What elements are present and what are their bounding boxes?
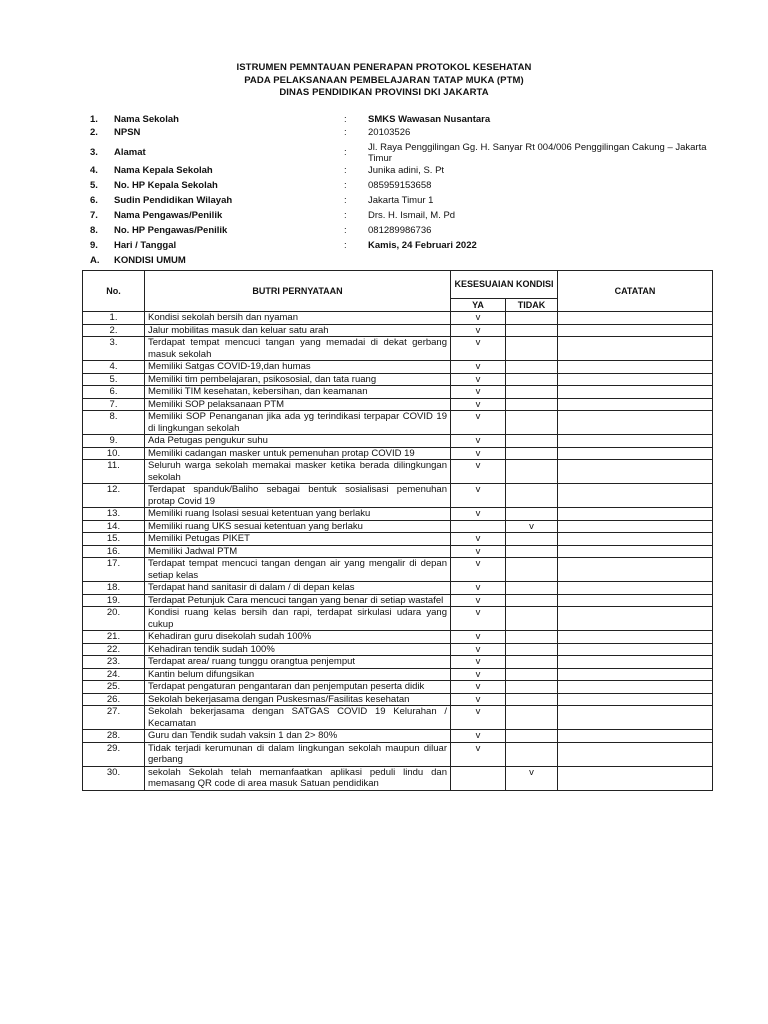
row-note: [558, 631, 713, 644]
row-statement: Terdapat spanduk/Baliho sebagai bentuk sosialisasi pemenuhan protap Covid 19: [145, 484, 451, 508]
row-ya-mark: v: [451, 533, 506, 546]
row-tidak-mark: [506, 324, 558, 337]
row-tidak-mark: [506, 460, 558, 484]
info-number: 4.: [90, 165, 98, 176]
row-number: 29.: [83, 742, 145, 766]
info-value: Junika adini, S. Pt: [368, 165, 445, 176]
row-statement: Terdapat Petunjuk Cara mencuci tangan yang benar di setiap wastafel: [145, 594, 451, 607]
info-value: Kamis, 24 Februari 2022: [368, 240, 477, 251]
info-label: No. HP Pengawas/Penilik: [114, 225, 228, 236]
row-number: 11.: [83, 460, 145, 484]
row-statement: Memiliki Jadwal PTM: [145, 545, 451, 558]
row-statement: Terdapat pengaturan pengantaran dan penjemputan peserta didik: [145, 681, 451, 694]
info-row: [90, 127, 710, 140]
info-number: 3.: [90, 147, 98, 158]
row-ya-mark: v: [451, 398, 506, 411]
row-note: [558, 484, 713, 508]
table-row: [83, 558, 713, 582]
row-number: 9.: [83, 435, 145, 448]
row-tidak-mark: [506, 668, 558, 681]
row-statement: Sekolah bekerjasama dengan Puskesmas/Fasilitas kesehatan: [145, 693, 451, 706]
row-tidak-mark: [506, 693, 558, 706]
row-ya-mark: v: [451, 730, 506, 743]
info-label: Nama Kepala Sekolah: [114, 165, 213, 176]
row-tidak-mark: [506, 533, 558, 546]
row-statement: Memiliki tim pembelajaran, psikososial, dan tata ruang: [145, 373, 451, 386]
row-note: [558, 545, 713, 558]
table-row: [83, 681, 713, 694]
row-note: [558, 460, 713, 484]
table-row: [83, 324, 713, 337]
row-ya-mark: v: [451, 508, 506, 521]
table-row: [83, 398, 713, 411]
row-statement: Jalur mobilitas masuk dan keluar satu arah: [145, 324, 451, 337]
row-number: 10.: [83, 447, 145, 460]
row-number: 6.: [83, 386, 145, 399]
info-row: [90, 225, 710, 240]
document-header: [0, 62, 768, 100]
table-row: [83, 668, 713, 681]
info-value: 081289986736: [368, 225, 432, 236]
row-statement: Ada Petugas pengukur suhu: [145, 435, 451, 448]
info-number: 1.: [90, 114, 98, 125]
row-number: 25.: [83, 681, 145, 694]
info-value: Drs. H. Ismail, M. Pd: [368, 210, 456, 221]
row-number: 5.: [83, 373, 145, 386]
row-tidak-mark: [506, 742, 558, 766]
column-header-yes: YA: [451, 299, 506, 312]
row-tidak-mark: [506, 373, 558, 386]
info-colon: :: [344, 180, 347, 191]
row-statement: Memiliki SOP pelaksanaan PTM: [145, 398, 451, 411]
row-number: 24.: [83, 668, 145, 681]
row-tidak-mark: [506, 607, 558, 631]
row-tidak-mark: [506, 730, 558, 743]
table-row: [83, 520, 713, 533]
row-ya-mark: v: [451, 631, 506, 644]
header-title-line-1: ISTRUMEN PEMNTAUAN PENERAPAN PROTOKOL KESEHATAN: [236, 62, 532, 73]
row-ya-mark: v: [451, 447, 506, 460]
row-ya-mark: [451, 766, 506, 790]
row-statement: Tidak terjadi kerumunan di dalam lingkungan sekolah maupun diluar gerbang: [145, 742, 451, 766]
row-statement: Guru dan Tendik sudah vaksin 1 dan 2> 80%: [145, 730, 451, 743]
row-number: 7.: [83, 398, 145, 411]
row-note: [558, 337, 713, 361]
row-tidak-mark: [506, 643, 558, 656]
checklist-table: [82, 270, 713, 791]
info-row: [90, 255, 710, 268]
row-number: 18.: [83, 582, 145, 595]
info-colon: :: [344, 147, 347, 158]
row-note: [558, 361, 713, 374]
row-note: [558, 607, 713, 631]
row-ya-mark: v: [451, 460, 506, 484]
row-ya-mark: v: [451, 693, 506, 706]
row-statement: sekolah Sekolah telah memanfaatkan aplikasi peduli lindu dan memasang QR code di area masuk Satuan pendidikan: [145, 766, 451, 790]
info-number: 8.: [90, 225, 98, 236]
row-ya-mark: v: [451, 545, 506, 558]
info-value: Jl. Raya Penggilingan Gg. H. Sanyar Rt 004/006 Penggilingan Cakung – Jakarta Timur: [368, 141, 707, 164]
table-row: [83, 730, 713, 743]
row-statement: Kondisi ruang kelas bersih dan rapi, terdapat sirkulasi udara yang cukup: [145, 607, 451, 631]
row-ya-mark: v: [451, 582, 506, 595]
row-tidak-mark: [506, 681, 558, 694]
info-value: Jakarta Timur 1: [368, 195, 434, 206]
row-note: [558, 411, 713, 435]
row-statement: Terdapat tempat mencuci tangan dengan air yang mengalir di depan setiap kelas: [145, 558, 451, 582]
row-number: 8.: [83, 411, 145, 435]
row-ya-mark: v: [451, 337, 506, 361]
row-tidak-mark: [506, 706, 558, 730]
table-row: [83, 337, 713, 361]
row-note: [558, 324, 713, 337]
info-number: 5.: [90, 180, 98, 191]
row-number: 30.: [83, 766, 145, 790]
info-colon: :: [344, 165, 347, 176]
row-note: [558, 643, 713, 656]
row-tidak-mark: [506, 484, 558, 508]
row-ya-mark: v: [451, 558, 506, 582]
info-label: No. HP Kepala Sekolah: [114, 180, 218, 191]
header-title-line-2: PADA PELAKSANAAN PEMBELAJARAN TATAP MUKA (PTM): [244, 74, 524, 86]
table-row: [83, 373, 713, 386]
column-header-no: No.: [83, 271, 145, 312]
row-note: [558, 681, 713, 694]
column-header-statement: BUTRI PERNYATAAN: [145, 271, 451, 312]
row-note: [558, 312, 713, 325]
row-number: 22.: [83, 643, 145, 656]
row-statement: Terdapat area/ ruang tunggu orangtua penjemput: [145, 656, 451, 669]
row-ya-mark: v: [451, 411, 506, 435]
row-statement: Memiliki SOP Penanganan jika ada yg terindikasi terpapar COVID 19 di lingkungan sekolah: [145, 411, 451, 435]
row-statement: Kondisi sekolah bersih dan nyaman: [145, 312, 451, 325]
row-tidak-mark: [506, 656, 558, 669]
info-label: Sudin Pendidikan Wilayah: [114, 195, 233, 206]
row-number: 19.: [83, 594, 145, 607]
info-value: SMKS Wawasan Nusantara: [368, 114, 491, 125]
row-note: [558, 656, 713, 669]
row-note: [558, 742, 713, 766]
info-number: 2.: [90, 127, 98, 138]
info-colon: :: [344, 195, 347, 206]
row-ya-mark: v: [451, 656, 506, 669]
row-number: 16.: [83, 545, 145, 558]
row-number: 1.: [83, 312, 145, 325]
row-tidak-mark: [506, 594, 558, 607]
table-row: [83, 312, 713, 325]
table-row: [83, 766, 713, 790]
info-number: 9.: [90, 240, 98, 251]
row-statement: Terdapat tempat mencuci tangan yang memadai di dekat gerbang masuk sekolah: [145, 337, 451, 361]
table-row: [83, 508, 713, 521]
table-row: [83, 435, 713, 448]
row-number: 14.: [83, 520, 145, 533]
row-tidak-mark: v: [506, 520, 558, 533]
info-row: [90, 180, 710, 195]
row-number: 4.: [83, 361, 145, 374]
row-note: [558, 447, 713, 460]
row-number: 27.: [83, 706, 145, 730]
row-tidak-mark: [506, 337, 558, 361]
row-ya-mark: v: [451, 373, 506, 386]
row-ya-mark: v: [451, 386, 506, 399]
info-label: Nama Sekolah: [114, 114, 179, 125]
info-colon: :: [344, 210, 347, 221]
row-tidak-mark: [506, 631, 558, 644]
row-note: [558, 693, 713, 706]
table-row: [83, 693, 713, 706]
row-statement: Sekolah bekerjasama dengan SATGAS COVID 19 Kelurahan / Kecamatan: [145, 706, 451, 730]
row-number: 17.: [83, 558, 145, 582]
row-ya-mark: v: [451, 361, 506, 374]
row-statement: Memiliki ruang Isolasi sesuai ketentuan yang berlaku: [145, 508, 451, 521]
row-tidak-mark: [506, 386, 558, 399]
info-label: Nama Pengawas/Penilik: [114, 210, 223, 221]
column-header-conformity: KESESUAIAN KONDISI: [451, 271, 558, 299]
row-number: 15.: [83, 533, 145, 546]
row-note: [558, 520, 713, 533]
table-row: [83, 361, 713, 374]
row-number: 13.: [83, 508, 145, 521]
row-note: [558, 373, 713, 386]
info-value: 20103526: [368, 127, 411, 138]
row-number: 20.: [83, 607, 145, 631]
row-ya-mark: v: [451, 607, 506, 631]
column-header-notes: CATATAN: [558, 271, 713, 312]
row-ya-mark: v: [451, 706, 506, 730]
row-note: [558, 533, 713, 546]
info-label: Hari / Tanggal: [114, 240, 177, 251]
row-note: [558, 386, 713, 399]
header-title-line-3: DINAS PENDIDIKAN PROVINSI DKI JAKARTA: [279, 87, 489, 98]
row-ya-mark: v: [451, 681, 506, 694]
table-row: [83, 607, 713, 631]
row-note: [558, 582, 713, 595]
row-note: [558, 558, 713, 582]
table-row: [83, 460, 713, 484]
row-note: [558, 730, 713, 743]
row-ya-mark: v: [451, 324, 506, 337]
row-tidak-mark: [506, 411, 558, 435]
info-row: [90, 140, 710, 165]
info-value: 085959153658: [368, 180, 432, 191]
checklist-rows: [83, 312, 713, 791]
row-statement: Terdapat hand sanitasir di dalam / di depan kelas: [145, 582, 451, 595]
row-ya-mark: v: [451, 742, 506, 766]
info-row: [90, 210, 710, 225]
row-statement: Memiliki Petugas PIKET: [145, 533, 451, 546]
row-note: [558, 668, 713, 681]
column-header-tidak: TIDAK: [506, 299, 558, 312]
row-statement: Memiliki TIM kesehatan, kebersihan, dan keamanan: [145, 386, 451, 399]
row-number: 21.: [83, 631, 145, 644]
info-label: Alamat: [114, 147, 146, 158]
table-row: [83, 533, 713, 546]
row-statement: Memiliki ruang UKS sesuai ketentuan yang berlaku: [145, 520, 451, 533]
info-label: NPSN: [114, 127, 141, 138]
row-number: 2.: [83, 324, 145, 337]
row-statement: Kehadiran tendik sudah 100%: [145, 643, 451, 656]
row-tidak-mark: [506, 545, 558, 558]
row-tidak-mark: [506, 447, 558, 460]
row-note: [558, 508, 713, 521]
row-tidak-mark: [506, 582, 558, 595]
table-row: [83, 594, 713, 607]
row-ya-mark: v: [451, 668, 506, 681]
row-number: 3.: [83, 337, 145, 361]
row-tidak-mark: [506, 398, 558, 411]
row-ya-mark: v: [451, 435, 506, 448]
info-number: 6.: [90, 195, 98, 206]
info-number: A.: [90, 255, 100, 266]
info-number: 7.: [90, 210, 98, 221]
info-row: [90, 114, 710, 127]
table-row: [83, 631, 713, 644]
table-row: [83, 656, 713, 669]
info-row: [90, 165, 710, 180]
row-tidak-mark: [506, 361, 558, 374]
row-note: [558, 594, 713, 607]
row-note: [558, 435, 713, 448]
info-row: [90, 195, 710, 210]
row-number: 12.: [83, 484, 145, 508]
info-colon: :: [344, 240, 347, 251]
row-ya-mark: v: [451, 594, 506, 607]
row-statement: Memiliki cadangan masker untuk pemenuhan protap COVID 19: [145, 447, 451, 460]
row-number: 23.: [83, 656, 145, 669]
row-ya-mark: v: [451, 312, 506, 325]
info-colon: :: [344, 225, 347, 236]
table-row: [83, 582, 713, 595]
table-row: [83, 447, 713, 460]
row-number: 28.: [83, 730, 145, 743]
table-row: [83, 706, 713, 730]
table-row: [83, 742, 713, 766]
table-row: [83, 643, 713, 656]
row-statement: Memiliki Satgas COVID-19,dan humas: [145, 361, 451, 374]
row-statement: Kehadiran guru disekolah sudah 100%: [145, 631, 451, 644]
row-ya-mark: v: [451, 643, 506, 656]
table-row: [83, 484, 713, 508]
row-tidak-mark: v: [506, 766, 558, 790]
info-colon: :: [344, 114, 347, 125]
info-row: [90, 240, 710, 255]
table-row: [83, 545, 713, 558]
row-ya-mark: [451, 520, 506, 533]
info-colon: :: [344, 127, 347, 138]
school-info-list: [90, 114, 710, 268]
table-row: [83, 386, 713, 399]
row-note: [558, 398, 713, 411]
row-tidak-mark: [506, 558, 558, 582]
info-label: KONDISI UMUM: [114, 255, 186, 266]
row-note: [558, 766, 713, 790]
table-row: [83, 411, 713, 435]
row-tidak-mark: [506, 435, 558, 448]
row-number: 26.: [83, 693, 145, 706]
row-tidak-mark: [506, 508, 558, 521]
row-ya-mark: v: [451, 484, 506, 508]
row-statement: Kantin belum difungsikan: [145, 668, 451, 681]
row-statement: Seluruh warga sekolah memakai masker ketika berada dilingkungan sekolah: [145, 460, 451, 484]
row-tidak-mark: [506, 312, 558, 325]
row-note: [558, 706, 713, 730]
